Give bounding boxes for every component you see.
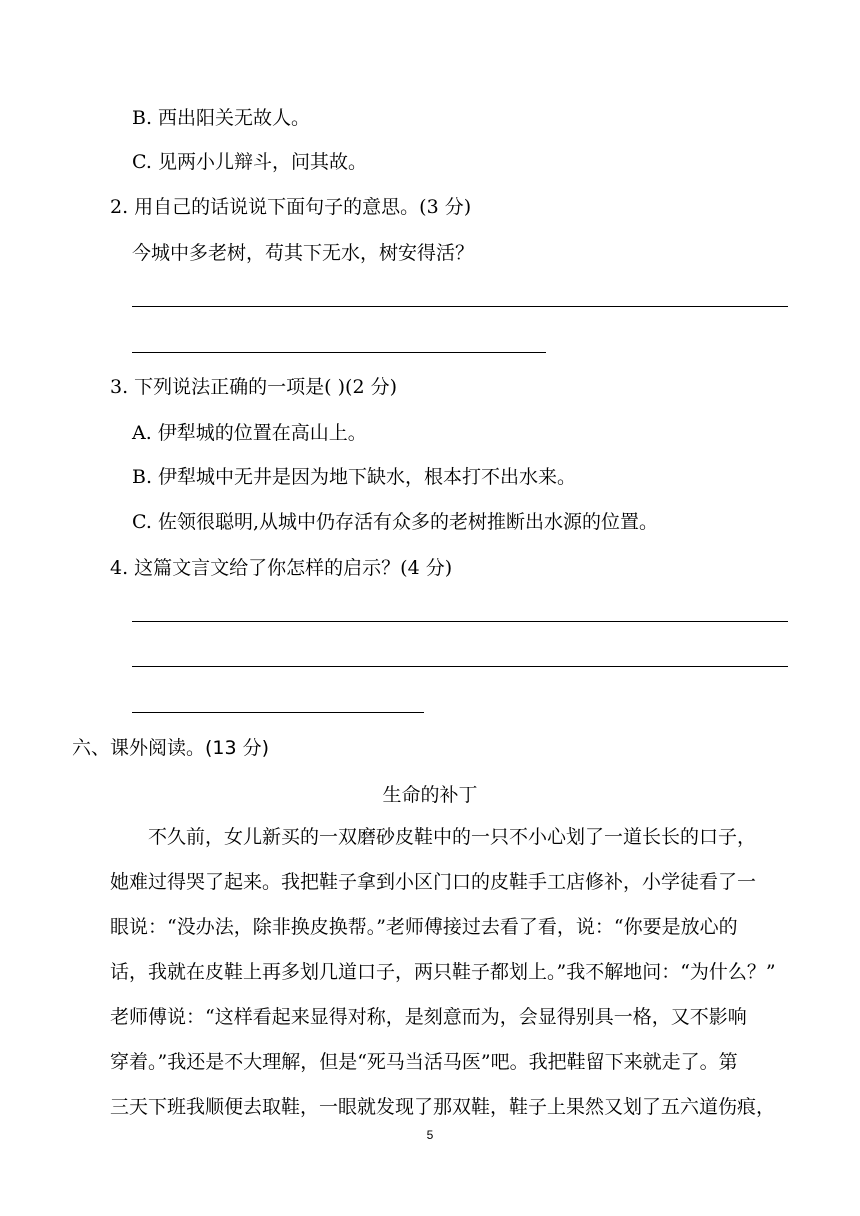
- q2-answer-line-1[interactable]: [132, 306, 788, 307]
- passage-line: 她难过得哭了起来。我把鞋子拿到小区门口的皮鞋手工店修补，小学徒看了一: [110, 871, 757, 893]
- passage-line: 不久前，女儿新买的一双磨砂皮鞋中的一只不小心划了一道长长的口子，: [110, 826, 757, 848]
- q2-answer-line-2[interactable]: [132, 352, 546, 353]
- passage-line: 三天下班我顺便去取鞋，一眼就发现了那双鞋，鞋子上果然又划了五六道伤痕，: [110, 1096, 776, 1118]
- q4-answer-line-1[interactable]: [132, 621, 788, 622]
- page-number: 5: [426, 1128, 434, 1142]
- q1-option-c: C. 见两小儿辩斗，问其故。: [132, 151, 367, 173]
- q3-option-a: A. 伊犁城的位置在高山上。: [132, 422, 367, 444]
- q4-answer-line-3[interactable]: [132, 712, 424, 713]
- q2-sentence: 今城中多老树，苟其下无水，树安得活？: [132, 242, 475, 264]
- passage-line: 穿着。”我还是不大理解，但是“死马当活马医”吧。我把鞋留下来就走了。第: [110, 1051, 738, 1073]
- passage-line: 话，我就在皮鞋上再多划几道口子，两只鞋子都划上。”我不解地问：“为什么？”: [110, 961, 776, 983]
- passage-body: [110, 815, 790, 1130]
- passage-line: 老师傅说：“这样看起来显得对称，是刻意而为，会显得别具一格，又不影响: [110, 1006, 747, 1028]
- q4-prompt: 4. 这篇文言文给了你怎样的启示？(4 分): [110, 557, 453, 579]
- passage-title: 生命的补丁: [382, 784, 478, 806]
- section-6-heading: 六、课外阅读。(13 分): [72, 737, 270, 759]
- passage-line: 眼说：“没办法，除非换皮换帮。”老师傅接过去看了看，说：“你要是放心的: [110, 916, 738, 938]
- q3-option-c: C. 佐领很聪明,从城中仍存活有众多的老树推断出水源的位置。: [132, 511, 658, 533]
- q3-option-b: B. 伊犁城中无井是因为地下缺水，根本打不出水来。: [132, 466, 577, 488]
- q3-prompt: 3. 下列说法正确的一项是( )(2 分): [110, 376, 397, 398]
- q4-answer-line-2[interactable]: [132, 666, 788, 667]
- q1-option-b: B. 西出阳关无故人。: [132, 107, 311, 129]
- q2-prompt: 2. 用自己的话说说下面句子的意思。(3 分): [110, 196, 472, 218]
